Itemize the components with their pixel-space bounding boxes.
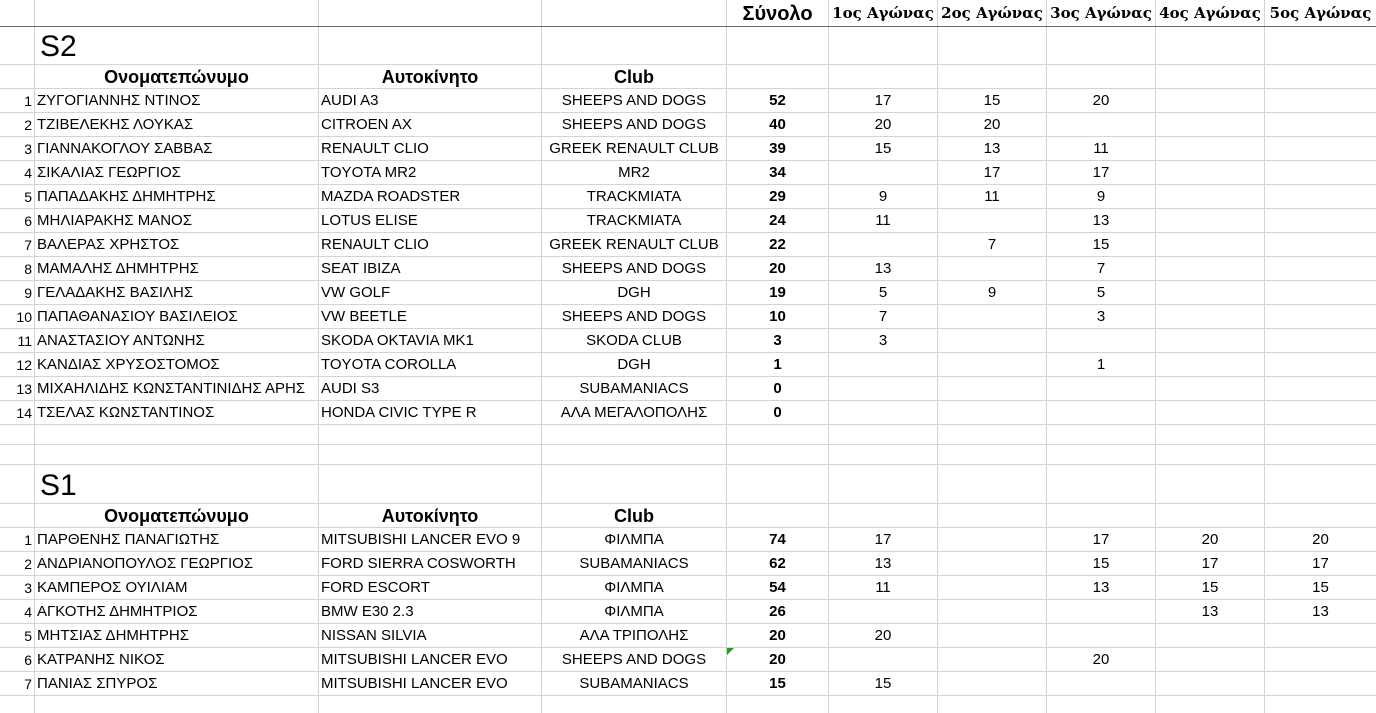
club-name[interactable]: SUBAMANIACS [579, 675, 689, 692]
club-name[interactable]: ΦΙΛΜΠΑ [604, 579, 664, 596]
race-points-1[interactable]: 11 [875, 579, 891, 596]
race-points-4[interactable] [1156, 377, 1264, 400]
race-points-2[interactable] [938, 624, 1046, 647]
driver-name[interactable]: ΜΗΛΙΑΡΑΚΗΣ ΜΑΝΟΣ [37, 212, 192, 229]
car-name[interactable]: SKODA OKTAVIA MK1 [321, 332, 474, 349]
race-points-1[interactable]: 13 [874, 555, 892, 572]
driver-name[interactable]: ΠΑΡΘΕΝΗΣ ΠΑΝΑΓΙΩΤΗΣ [37, 531, 220, 548]
race-points-2[interactable] [938, 329, 1046, 352]
total-points[interactable]: 74 [769, 531, 786, 548]
race-points-3[interactable]: 13 [1092, 579, 1110, 596]
race-points-1[interactable]: 15 [874, 140, 892, 157]
rank-number[interactable]: 2 [24, 555, 32, 572]
race-points-5[interactable] [1265, 161, 1376, 184]
race-points-5[interactable]: 15 [1312, 579, 1329, 596]
race-points-5[interactable] [1265, 648, 1376, 671]
total-points[interactable]: 62 [769, 555, 786, 572]
race-points-5[interactable] [1265, 233, 1376, 256]
club-name[interactable]: TRACKMIATA [586, 212, 682, 229]
race-points-5[interactable] [1265, 401, 1376, 424]
race-points-3[interactable]: 5 [1096, 284, 1106, 301]
total-points[interactable]: 20 [769, 627, 786, 644]
grid-line [0, 424, 1376, 425]
race-points-5[interactable] [1265, 209, 1376, 232]
race-points-3[interactable]: 20 [1092, 92, 1110, 109]
car-name[interactable]: FORD ESCORT [321, 579, 430, 596]
race-points-5[interactable] [1265, 113, 1376, 136]
race-points-1[interactable]: 17 [874, 531, 892, 548]
total-points[interactable]: 3 [773, 332, 782, 349]
race-points-3[interactable]: 3 [1096, 308, 1106, 325]
race-points-1[interactable]: 15 [874, 675, 892, 692]
driver-name[interactable]: ΜΗΤΣΙΑΣ ΔΗΜΗΤΡΗΣ [37, 627, 189, 644]
car-name[interactable]: TOYOTA COROLLA [321, 356, 457, 373]
race-points-4[interactable] [1156, 648, 1264, 671]
race-points-4[interactable] [1156, 185, 1264, 208]
club-name[interactable]: ΦΙΛΜΠΑ [604, 603, 664, 620]
car-name[interactable]: VW GOLF [321, 284, 391, 301]
race-points-5[interactable] [1265, 377, 1376, 400]
driver-name[interactable]: ΓΙΑΝΝΑΚΟΓΛΟΥ ΣΑΒΒΑΣ [37, 140, 213, 157]
car-name[interactable]: AUDI A3 [321, 92, 379, 109]
race-points-1[interactable] [829, 648, 937, 671]
driver-name[interactable]: ΓΕΛΑΔΑΚΗΣ ΒΑΣΙΛΗΣ [37, 284, 194, 301]
club-name[interactable]: SHEEPS AND DOGS [561, 92, 707, 109]
rank-number[interactable]: 7 [24, 675, 32, 692]
total-points[interactable]: 26 [769, 603, 786, 620]
race-points-1[interactable]: 20 [874, 116, 892, 133]
race-points-4[interactable] [1156, 89, 1264, 112]
total-points[interactable]: 1 [773, 356, 782, 373]
car-name[interactable]: HONDA CIVIC TYPE R [321, 404, 477, 421]
club-name[interactable]: GREEK RENAULT CLUB [549, 140, 719, 157]
car-name[interactable]: TOYOTA MR2 [321, 164, 417, 181]
race-points-4[interactable]: 17 [1201, 555, 1219, 572]
car-name[interactable]: RENAULT CLIO [321, 140, 429, 157]
race-points-3[interactable]: 1 [1096, 356, 1106, 373]
car-name[interactable]: RENAULT CLIO [321, 236, 429, 253]
cell-note-indicator-icon [727, 648, 734, 655]
race-points-3[interactable]: 9 [1096, 188, 1106, 205]
race-points-4[interactable]: 20 [1201, 531, 1219, 548]
race-points-4[interactable] [1156, 161, 1264, 184]
race-points-3[interactable]: 17 [1092, 531, 1110, 548]
club-name[interactable]: TRACKMIATA [586, 188, 682, 205]
race-points-4[interactable]: 13 [1201, 603, 1219, 620]
race-points-4[interactable] [1156, 401, 1264, 424]
driver-name[interactable]: ΑΓΚΟΤΗΣ ΔΗΜΗΤΡΙΟΣ [37, 603, 198, 620]
section-title[interactable]: S2 [40, 30, 77, 63]
race-points-1[interactable]: 9 [878, 188, 888, 205]
race-points-3[interactable] [1047, 600, 1155, 623]
race-points-4[interactable] [1156, 233, 1264, 256]
rank-number[interactable]: 3 [24, 579, 32, 596]
race-points-3[interactable]: 15 [1092, 555, 1110, 572]
club-name[interactable]: SHEEPS AND DOGS [561, 116, 707, 133]
race-points-3[interactable] [1047, 329, 1155, 352]
race-points-2[interactable] [938, 576, 1046, 599]
total-points[interactable]: 40 [769, 116, 786, 133]
race-points-5[interactable] [1265, 353, 1376, 376]
race-points-3[interactable] [1047, 624, 1155, 647]
car-name[interactable]: MITSUBISHI LANCER EVO [321, 675, 508, 692]
car-name[interactable]: AUDI S3 [321, 380, 380, 397]
race-points-1[interactable]: 11 [875, 212, 891, 229]
rank-number[interactable]: 10 [16, 308, 32, 325]
race-points-1[interactable] [829, 161, 937, 184]
race-points-2[interactable] [938, 257, 1046, 280]
column-header-car[interactable]: Αυτοκίνητο [381, 66, 479, 87]
race-points-3[interactable]: 17 [1092, 164, 1110, 181]
race-points-2[interactable]: 20 [983, 116, 1001, 133]
car-name[interactable]: SEAT IBIZA [321, 260, 401, 277]
race-points-3[interactable] [1047, 113, 1155, 136]
driver-name[interactable]: ΒΑΛΕΡΑΣ ΧΡΗΣΤΟΣ [37, 236, 180, 253]
driver-name[interactable]: ΜΙΧΑΗΛΙΔΗΣ ΚΩΝΣΤΑΝΤΙΝΙΔΗΣ ΑΡΗΣ [37, 380, 306, 397]
club-name[interactable]: ΑΛΑ ΤΡΙΠΟΛΗΣ [579, 627, 689, 644]
race-points-2[interactable]: 7 [987, 236, 997, 253]
race-points-4[interactable] [1156, 305, 1264, 328]
total-points[interactable]: 0 [773, 404, 782, 421]
race-header-4[interactable]: 4ος Αγώνας [1159, 4, 1261, 22]
driver-name[interactable]: ΣΙΚΑΛΙΑΣ ΓΕΩΡΓΙΟΣ [37, 164, 181, 181]
rank-number[interactable]: 14 [16, 404, 32, 421]
club-name[interactable]: SKODA CLUB [586, 332, 682, 349]
race-points-1[interactable] [829, 233, 937, 256]
race-points-4[interactable] [1156, 353, 1264, 376]
car-name[interactable]: FORD SIERRA COSWORTH [321, 555, 516, 572]
total-points[interactable]: 19 [769, 284, 786, 301]
race-points-5[interactable]: 20 [1312, 531, 1329, 548]
section-title[interactable]: S1 [40, 469, 77, 502]
driver-name[interactable]: ΚΑΤΡΑΝΗΣ ΝΙΚΟΣ [37, 651, 165, 668]
rank-number[interactable]: 13 [16, 380, 32, 397]
driver-name[interactable]: ΖΥΓΟΓΙΑΝΝΗΣ ΝΤΙΝΟΣ [37, 92, 201, 109]
race-points-1[interactable] [829, 600, 937, 623]
race-points-2[interactable] [938, 377, 1046, 400]
column-header-club[interactable]: Club [614, 505, 654, 526]
race-points-2[interactable] [938, 528, 1046, 551]
race-points-2[interactable] [938, 648, 1046, 671]
driver-name[interactable]: ΚΑΜΠΕΡΟΣ ΟΥΙΛΙΑΜ [37, 579, 188, 596]
race-points-3[interactable] [1047, 672, 1155, 695]
race-points-4[interactable] [1156, 281, 1264, 304]
column-header-club[interactable]: Club [614, 66, 654, 87]
race-points-2[interactable] [938, 305, 1046, 328]
total-points[interactable]: 54 [769, 579, 786, 596]
race-points-5[interactable]: 13 [1312, 603, 1329, 620]
rank-number[interactable]: 7 [24, 236, 32, 253]
rank-number[interactable]: 1 [24, 92, 32, 109]
column-header-car[interactable]: Αυτοκίνητο [381, 505, 479, 526]
car-name[interactable]: BMW E30 2.3 [321, 603, 414, 620]
grid-line [0, 695, 1376, 696]
club-name[interactable]: SHEEPS AND DOGS [561, 260, 707, 277]
club-name[interactable]: MR2 [618, 164, 650, 181]
race-points-5[interactable] [1265, 329, 1376, 352]
car-name[interactable]: CITROEN AX [321, 116, 412, 133]
race-points-2[interactable] [938, 401, 1046, 424]
race-points-2[interactable] [938, 552, 1046, 575]
race-points-2[interactable] [938, 353, 1046, 376]
driver-name[interactable]: ΠΑΝΙΑΣ ΣΠΥΡΟΣ [37, 675, 158, 692]
race-points-2[interactable]: 15 [983, 92, 1001, 109]
race-points-4[interactable] [1156, 137, 1264, 160]
race-points-3[interactable]: 11 [1093, 140, 1109, 157]
race-header-1[interactable]: 1ος Αγώνας [832, 4, 934, 22]
race-points-2[interactable]: 17 [983, 164, 1001, 181]
race-points-5[interactable] [1265, 137, 1376, 160]
race-points-1[interactable]: 7 [878, 308, 888, 325]
total-points[interactable]: 20 [769, 260, 786, 277]
car-name[interactable]: NISSAN SILVIA [321, 627, 427, 644]
race-points-5[interactable] [1265, 185, 1376, 208]
race-points-3[interactable]: 7 [1096, 260, 1106, 277]
driver-name[interactable]: ΤΖΙΒΕΛΕΚΗΣ ΛΟΥΚΑΣ [37, 116, 194, 133]
total-points[interactable]: 34 [769, 164, 786, 181]
total-points[interactable]: 0 [773, 380, 782, 397]
driver-name[interactable]: ΚΑΝΔΙΑΣ ΧΡΥΣΟΣΤΟΜΟΣ [37, 356, 220, 373]
race-header-2[interactable]: 2ος Αγώνας [941, 4, 1043, 22]
race-points-3[interactable] [1047, 401, 1155, 424]
race-points-2[interactable]: 11 [984, 188, 1000, 205]
grid-line [0, 444, 1376, 445]
car-name[interactable]: VW BEETLE [321, 308, 407, 325]
driver-name[interactable]: ΠΑΠΑΘΑΝΑΣΙΟΥ ΒΑΣΙΛΕΙΟΣ [37, 308, 238, 325]
club-name[interactable]: DGH [617, 356, 651, 373]
race-points-3[interactable]: 13 [1092, 212, 1110, 229]
club-name[interactable]: GREEK RENAULT CLUB [549, 236, 719, 253]
club-name[interactable]: SUBAMANIACS [579, 555, 689, 572]
club-name[interactable]: ΦΙΛΜΠΑ [604, 531, 664, 548]
rank-number[interactable]: 12 [16, 356, 32, 373]
rank-number[interactable]: 8 [24, 260, 32, 277]
rank-number[interactable]: 3 [24, 140, 32, 157]
race-header-5[interactable]: 5ος Αγώνας [1269, 4, 1372, 22]
rank-number[interactable]: 4 [24, 164, 32, 181]
driver-name[interactable]: ΠΑΠΑΔΑΚΗΣ ΔΗΜΗΤΡΗΣ [37, 188, 216, 205]
race-points-1[interactable]: 13 [874, 260, 892, 277]
car-name[interactable]: MAZDA ROADSTER [321, 188, 461, 205]
race-points-2[interactable] [938, 209, 1046, 232]
club-name[interactable]: DGH [617, 284, 651, 301]
club-name[interactable]: SHEEPS AND DOGS [561, 308, 707, 325]
race-points-1[interactable] [829, 353, 937, 376]
total-points[interactable]: 10 [769, 308, 786, 325]
total-points[interactable]: 39 [769, 140, 786, 157]
race-points-1[interactable]: 3 [878, 332, 888, 349]
total-header[interactable]: Σύνολο [742, 2, 813, 25]
total-points[interactable]: 20 [769, 651, 786, 668]
race-points-3[interactable]: 20 [1092, 651, 1110, 668]
race-points-3[interactable]: 15 [1092, 236, 1110, 253]
race-points-5[interactable] [1265, 305, 1376, 328]
rank-number[interactable]: 5 [24, 627, 32, 644]
race-points-2[interactable] [938, 600, 1046, 623]
rank-number[interactable]: 6 [24, 651, 32, 668]
driver-name[interactable]: ΜΑΜΑΛΗΣ ΔΗΜΗΤΡΗΣ [37, 260, 199, 277]
race-points-5[interactable] [1265, 672, 1376, 695]
rank-number[interactable]: 5 [24, 188, 32, 205]
race-points-1[interactable]: 5 [878, 284, 888, 301]
column-header-name[interactable]: Ονοματεπώνυμο [104, 505, 249, 526]
race-points-1[interactable]: 17 [874, 92, 892, 109]
rank-number[interactable]: 2 [24, 116, 32, 133]
driver-name[interactable]: ΤΣΕΛΑΣ ΚΩΝΣΤΑΝΤΙΝΟΣ [37, 404, 215, 421]
total-points[interactable]: 24 [769, 212, 786, 229]
race-points-4[interactable] [1156, 209, 1264, 232]
race-points-5[interactable] [1265, 89, 1376, 112]
race-points-2[interactable]: 9 [987, 284, 997, 301]
total-points[interactable]: 15 [769, 675, 786, 692]
car-name[interactable]: MITSUBISHI LANCER EVO [321, 651, 508, 668]
race-points-3[interactable] [1047, 377, 1155, 400]
rank-number[interactable]: 4 [24, 603, 32, 620]
driver-name[interactable]: ΑΝΔΡΙΑΝΟΠΟΥΛΟΣ ΓΕΩΡΓΙΟΣ [37, 555, 254, 572]
club-name[interactable]: SUBAMANIACS [579, 380, 689, 397]
driver-name[interactable]: ΑΝΑΣΤΑΣΙΟΥ ΑΝΤΩΝΗΣ [37, 332, 205, 349]
race-points-5[interactable] [1265, 281, 1376, 304]
rank-number[interactable]: 9 [24, 284, 32, 301]
race-points-4[interactable] [1156, 624, 1264, 647]
race-points-2[interactable]: 13 [983, 140, 1001, 157]
race-points-4[interactable] [1156, 113, 1264, 136]
rank-number[interactable]: 1 [24, 531, 32, 548]
rank-number[interactable]: 11 [17, 332, 32, 349]
car-name[interactable]: MITSUBISHI LANCER EVO 9 [321, 531, 521, 548]
race-points-4[interactable] [1156, 329, 1264, 352]
race-points-5[interactable]: 17 [1312, 555, 1329, 572]
column-header-name[interactable]: Ονοματεπώνυμο [104, 66, 249, 87]
race-points-4[interactable] [1156, 672, 1264, 695]
race-points-4[interactable]: 15 [1201, 579, 1219, 596]
race-points-1[interactable] [829, 401, 937, 424]
total-points[interactable]: 22 [769, 236, 786, 253]
total-points[interactable]: 52 [769, 92, 786, 109]
race-points-4[interactable] [1156, 257, 1264, 280]
rank-number[interactable]: 6 [24, 212, 32, 229]
race-points-5[interactable] [1265, 257, 1376, 280]
total-points[interactable]: 29 [769, 188, 786, 205]
race-points-2[interactable] [938, 672, 1046, 695]
race-points-1[interactable]: 20 [874, 627, 892, 644]
car-name[interactable]: LOTUS ELISE [321, 212, 418, 229]
race-points-5[interactable] [1265, 624, 1376, 647]
race-header-3[interactable]: 3ος Αγώνας [1050, 4, 1152, 22]
race-points-1[interactable] [829, 377, 937, 400]
club-name[interactable]: ΑΛΑ ΜΕΓΑΛΟΠΟΛΗΣ [560, 404, 708, 421]
club-name[interactable]: SHEEPS AND DOGS [561, 651, 707, 668]
